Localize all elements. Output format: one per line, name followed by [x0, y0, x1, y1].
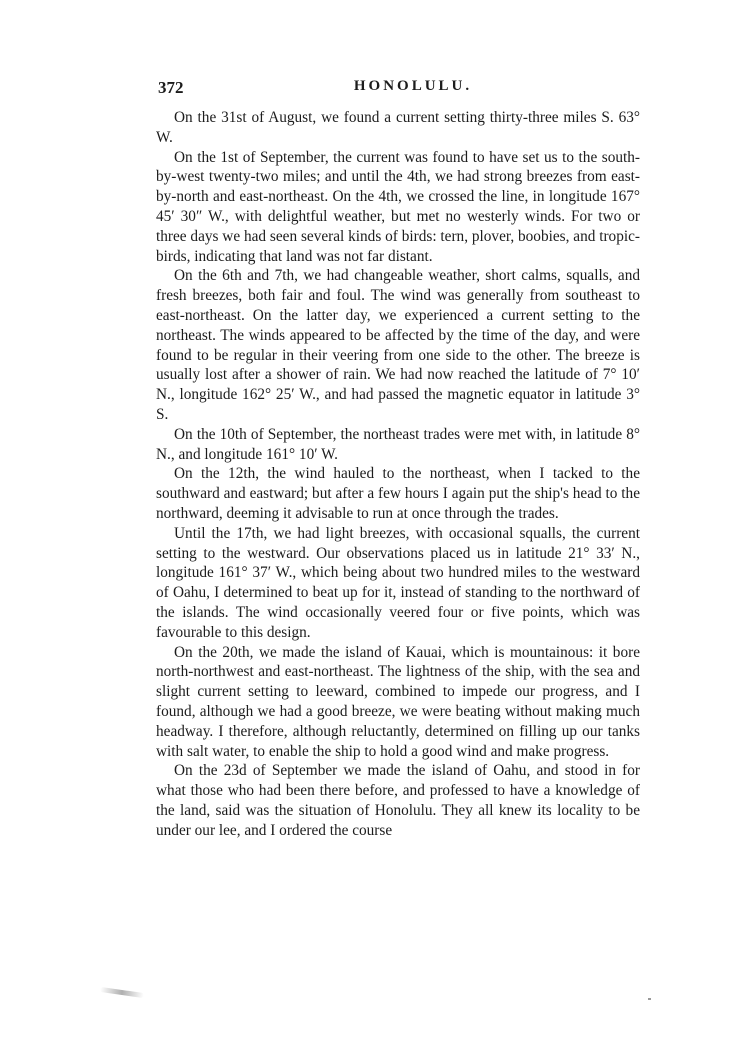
scan-smudge [100, 987, 144, 998]
body-text [156, 108, 640, 840]
page-header [158, 78, 638, 100]
page-number: 372 [158, 78, 184, 97]
paragraph-3: On the 6th and 7th, we had changeable weather, short calms, squalls, and fresh breezes, both fair and foul. The wind was generally from southeast to east-northeast. On the latter day, we experienced a current setting to the northeast. The winds appeared to be affected by the time of the day, and were found to be regular in their veering from one side to the other. The breeze is usually lost after a shower of rain. We had now reached the latitude of 7° 10′ N., longitude 162° 25′ W., and had passed the magnetic equator in latitude 3° S. [156, 267, 640, 423]
paragraph-8: On the 23d of September we made the island of Oahu, and stood in for what those who had been there before, and professed to have a knowledge of the land, said was the situation of Honolulu. They all knew its locality to be under our lee, and I ordered the course [156, 762, 640, 839]
paragraph-4: On the 10th of September, the northeast trades were met with, in latitude 8° N., and longitude 161° 10′ W. [156, 425, 640, 463]
paragraph-6: Until the 17th, we had light breezes, with occasional squalls, the current setting to the westward. Our observations placed us in latitude 21° 33′ N., longitude 161° 37′ W., which being about two hundred miles to the westward of Oahu, I determined to beat up for it, instead of standing to the northward of the islands. The wind occasionally veered four or five points, which was favourable to this design. [156, 524, 640, 641]
scan-speck [648, 998, 651, 1000]
paragraph-5: On the 12th, the wind hauled to the northeast, when I tacked to the southward and eastward; but after a few hours I again put the ship's head to the northward, deeming it advisable to run at once through the trades. [156, 465, 640, 522]
paragraph-2: On the 1st of September, the current was found to have set us to the south-by-west twenty-two miles; and until the 4th, we had strong breezes from east-by-north and east-northeast. On the 4th, we crossed the line, in longitude 167° 45′ 30″ W., with delightful weather, but met no westerly winds. For two or three days we had seen several kinds of birds: tern, plover, boobies, and tropic-birds, indicating that land was not far distant. [156, 148, 640, 265]
paragraph-1: On the 31st of August, we found a current setting thirty-three miles S. 63° W. [156, 109, 640, 146]
running-head: HONOLULU. [353, 78, 473, 94]
paragraph-7: On the 20th, we made the island of Kauai, which is mountainous: it bore north-northwest and east-northeast. The lightness of the ship, with the sea and slight current setting to leeward, combined to impede our progress, and I found, although we had a good breeze, we were beating without making much headway. I therefore, although reluctantly, determined on filling up our tanks with salt water, to enable the ship to hold a good wind and make progress. [156, 643, 640, 760]
